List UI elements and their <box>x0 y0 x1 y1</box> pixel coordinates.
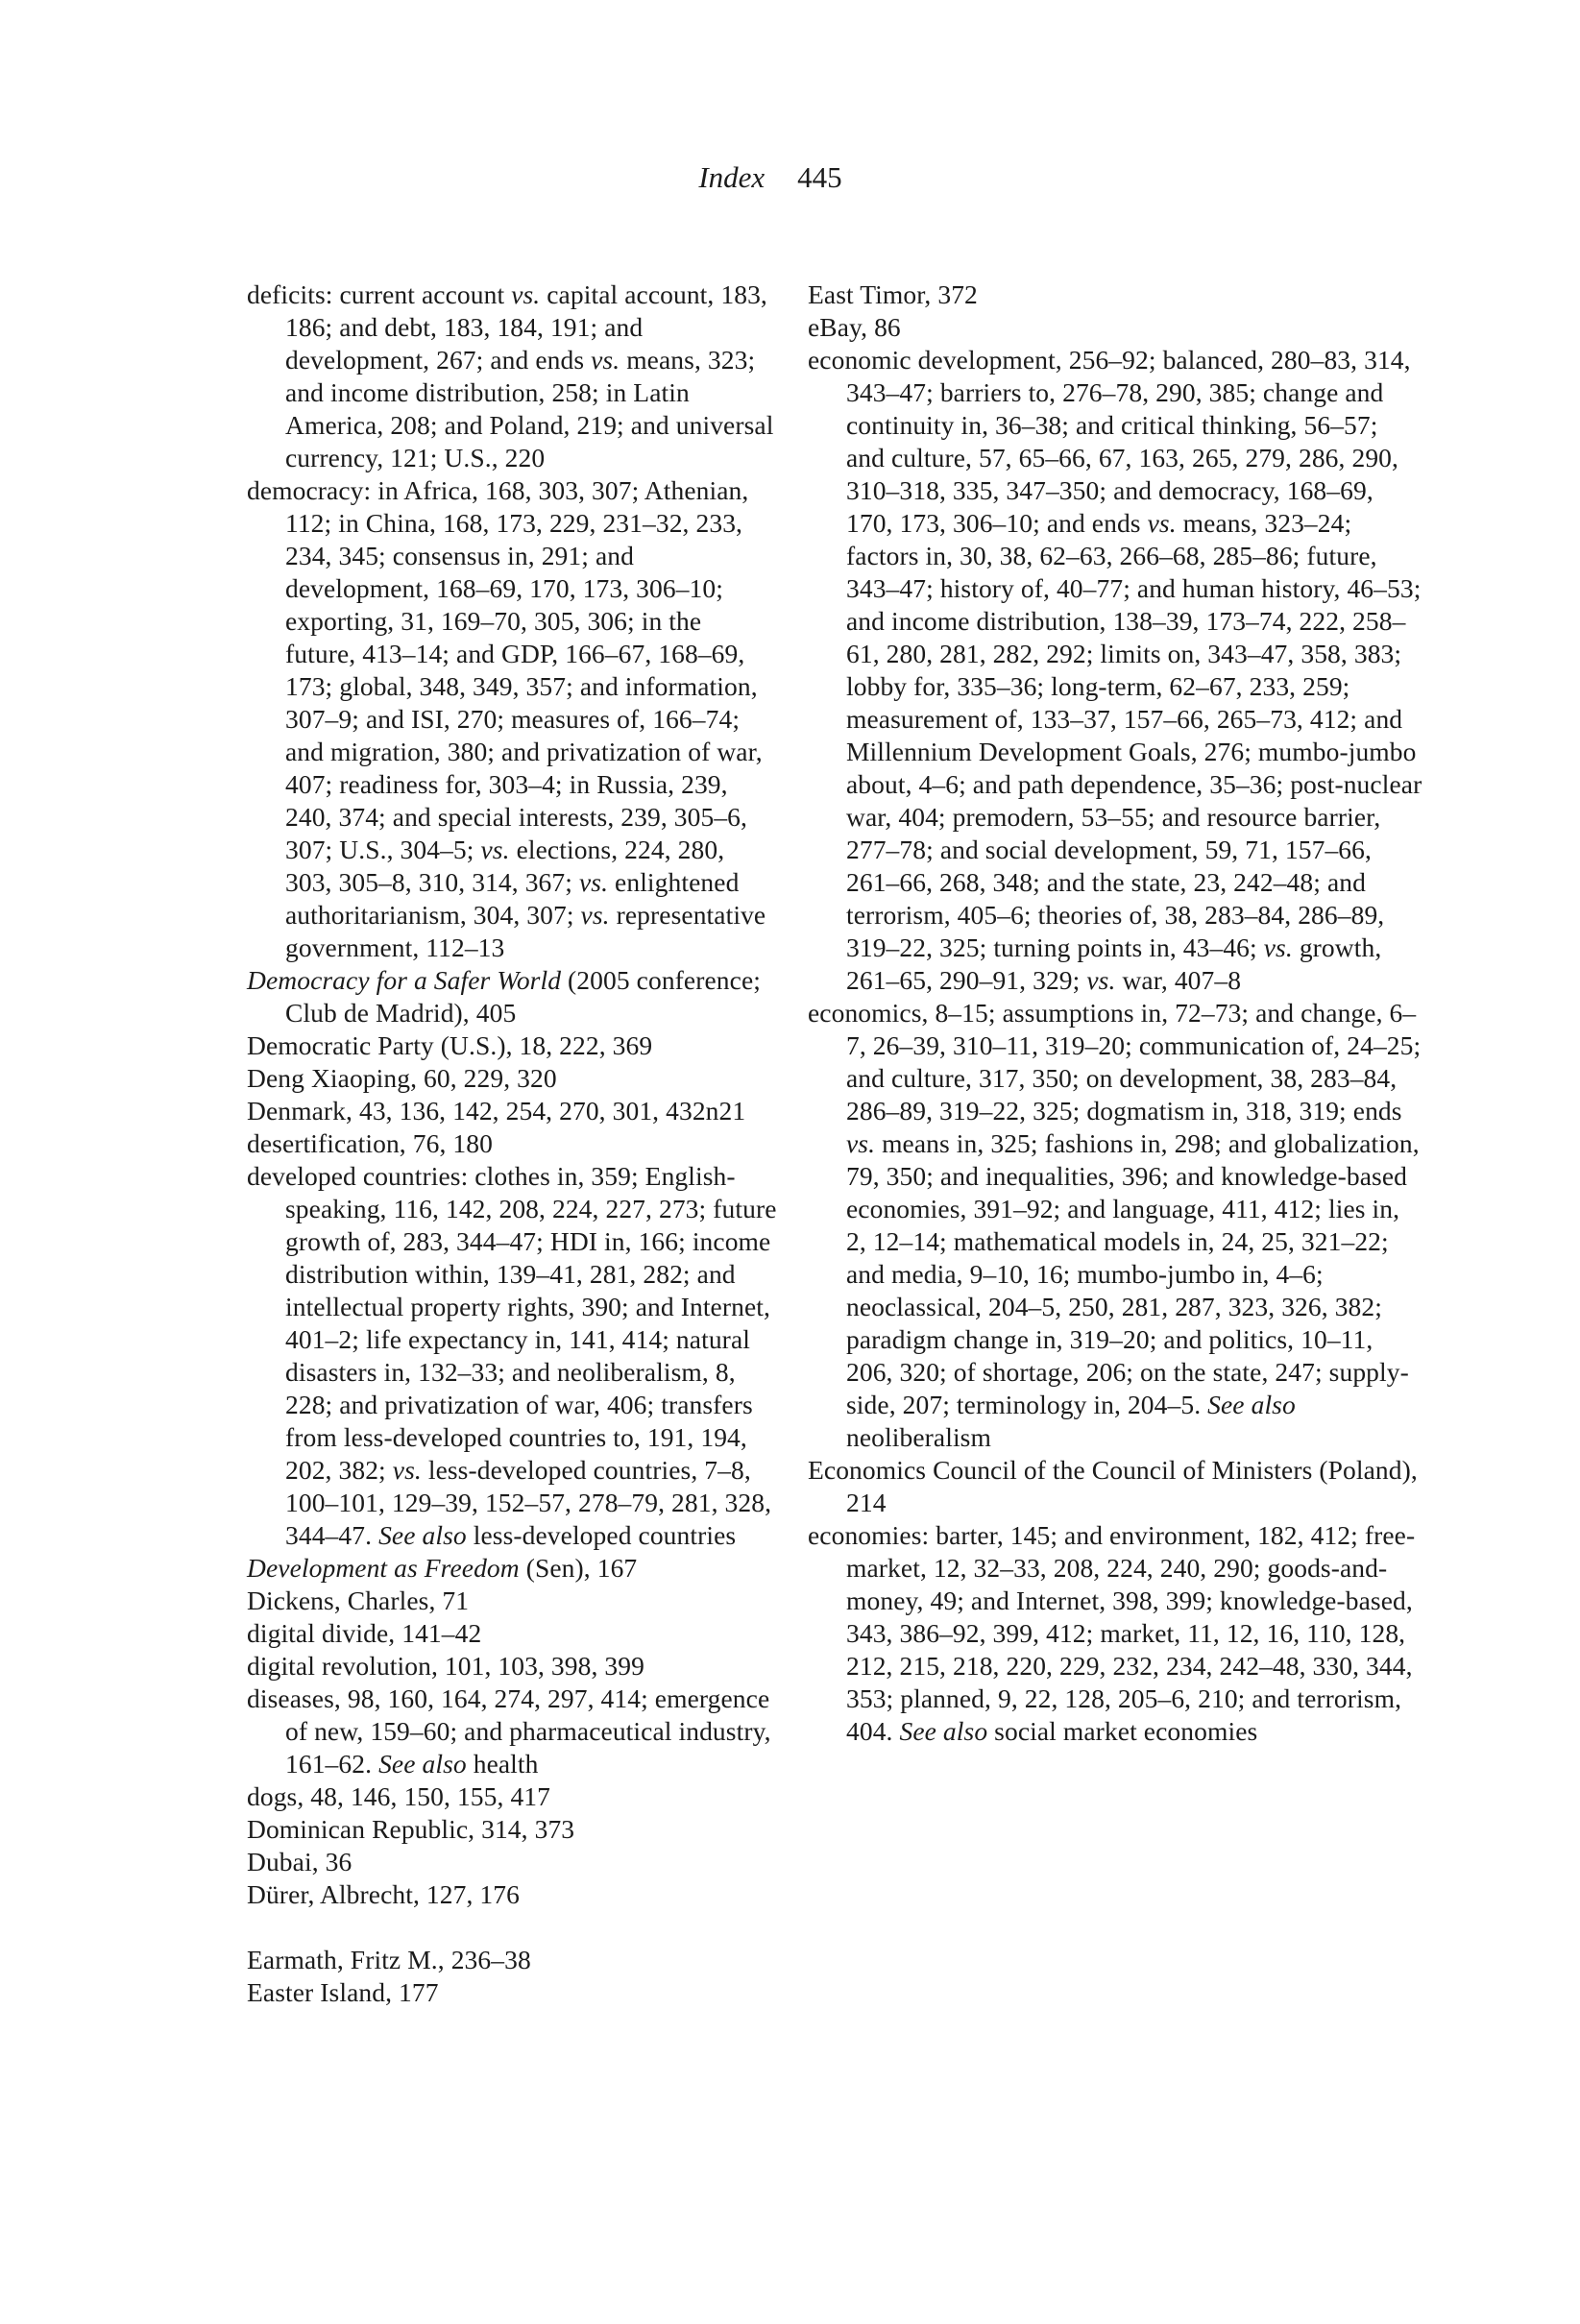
index-entry: deficits: current account vs. capital account, 183, 186; and debt, 183, 184, 191; and development, 267; and ends vs. means, 323; and income distribution, 258; in Latin America, 208; and Poland, 219; and universal currency, 121; U.S., 220 <box>247 279 774 472</box>
index-entry: Easter Island, 177 <box>247 1977 439 2007</box>
index-entry: developed countries: clothes in, 359; English-speaking, 116, 142, 208, 224, 227, 273; future growth of, 283, 344–47; HDI in, 166; income distribution within, 139–41, 281, 282; and intellectual property rights, 390; and Internet, 401–2; life expectancy in, 141, 414; natural disasters in, 132–33; and neoliberalism, 8, 228; and privatization of war, 406; transfers from less-developed countries to, 191, 194, 202, 382; vs. less-developed countries, 7–8, 100–101, 129–39, 152–57, 278–79, 281, 328, 344–47. See also less-developed countries <box>247 1161 777 1550</box>
index-column-left <box>247 278 777 2009</box>
index-entry: economic development, 256–92; balanced, 280–83, 314, 343–47; barriers to, 276–78, 290, 385; change and continuity in, 36–38; and critical thinking, 56–57; and culture, 57, 65–66, 67, 163, 265, 279, 286, 290, 310–318, 335, 347–350; and democracy, 168–69, 170, 173, 306–10; and ends vs. means, 323–24; factors in, 30, 38, 62–63, 266–68, 285–86; future, 343–47; history of, 40–77; and human history, 46–53; and income distribution, 138–39, 173–74, 222, 258–61, 280, 281, 282, 292; limits on, 343–47, 358, 383; lobby for, 335–36; long-term, 62–67, 233, 259; measurement of, 133–37, 157–66, 265–73, 412; and Millennium Development Goals, 276; mumbo-jumbo about, 4–6; and path dependence, 35–36; post-nuclear war, 404; premodern, 53–55; and resource barrier, 277–78; and social development, 59, 71, 157–66, 261–66, 268, 348; and the state, 23, 242–48; and terrorism, 405–6; theories of, 38, 283–84, 286–89, 319–22, 325; turning points in, 43–46; vs. growth, 261–65, 290–91, 329; vs. war, 407–8 <box>808 345 1422 995</box>
page-number: 445 <box>797 160 842 194</box>
page-header <box>247 159 1294 195</box>
index-entry: diseases, 98, 160, 164, 274, 297, 414; emergence of new, 159–60; and pharmaceutical industry, 161–62. See also health <box>247 1683 771 1779</box>
index-entry: Development as Freedom (Sen), 167 <box>247 1553 638 1583</box>
index-entry: Dubai, 36 <box>247 1847 352 1876</box>
page-title: Index <box>698 160 766 194</box>
index-column-right <box>808 278 1422 2009</box>
index-entry: Democratic Party (U.S.), 18, 222, 369 <box>247 1030 653 1060</box>
index-entry: economics, 8–15; assumptions in, 72–73; and change, 6–7, 26–39, 310–11, 319–20; communication of, 24–25; and culture, 317, 350; on development, 38, 283–84, 286–89, 319–22, 325; dogmatism in, 318, 319; ends vs. means in, 325; fashions in, 298; and globalization, 79, 350; and inequalities, 396; and knowledge-based economies, 391–92; and language, 411, 412; lies in, 2, 12–14; mathematical models in, 24, 25, 321–22; and media, 9–10, 16; mumbo-jumbo in, 4–6; neoclassical, 204–5, 250, 281, 287, 323, 326, 382; paradigm change in, 319–20; and politics, 10–11, 206, 320; of shortage, 206; on the state, 247; supply-side, 207; terminology in, 204–5. See also neoliberalism <box>808 998 1422 1452</box>
index-entry: desertification, 76, 180 <box>247 1128 493 1158</box>
index-entry: Denmark, 43, 136, 142, 254, 270, 301, 432n21 <box>247 1096 746 1126</box>
index-entry: dogs, 48, 146, 150, 155, 417 <box>247 1781 551 1811</box>
index-entry: digital divide, 141–42 <box>247 1618 482 1648</box>
index-entry: Deng Xiaoping, 60, 229, 320 <box>247 1063 557 1093</box>
index-entry: Dickens, Charles, 71 <box>247 1586 470 1615</box>
index-entry: eBay, 86 <box>808 312 901 342</box>
index-columns <box>247 278 1422 2009</box>
index-entry: democracy: in Africa, 168, 303, 307; Athenian, 112; in China, 168, 173, 229, 231–32, 233, 234, 345; consensus in, 291; and development, 168–69, 170, 173, 306–10; exporting, 31, 169–70, 305, 306; in the future, 413–14; and GDP, 166–67, 168–69, 173; global, 348, 349, 357; and information, 307–9; and ISI, 270; measures of, 166–74; and migration, 380; and privatization of war, 407; readiness for, 303–4; in Russia, 239, 240, 374; and special interests, 239, 305–6, 307; U.S., 304–5; vs. elections, 224, 280, 303, 305–8, 310, 314, 367; vs. enlightened authoritarianism, 304, 307; vs. representative government, 112–13 <box>247 475 766 962</box>
index-entry: Earmath, Fritz M., 236–38 <box>247 1945 531 1974</box>
index-entry: Dürer, Albrecht, 127, 176 <box>247 1879 520 1909</box>
index-entry: Dominican Republic, 314, 373 <box>247 1814 575 1844</box>
index-entry: economies: barter, 145; and environment, 182, 412; free-market, 12, 32–33, 208, 224, 240, 290; goods-and-money, 49; and Internet, 398, 399; knowledge-based, 343, 386–92, 399, 412; market, 11, 12, 16, 110, 128, 212, 215, 218, 220, 229, 232, 234, 242–48, 330, 344, 353; planned, 9, 22, 128, 205–6, 210; and terrorism, 404. See also social market economies <box>808 1520 1416 1746</box>
index-entry: Economics Council of the Council of Ministers (Poland), 214 <box>808 1455 1418 1517</box>
index-entry: digital revolution, 101, 103, 398, 399 <box>247 1651 644 1681</box>
index-entry: Democracy for a Safer World (2005 conference; Club de Madrid), 405 <box>247 965 762 1028</box>
index-entry: East Timor, 372 <box>808 279 978 309</box>
